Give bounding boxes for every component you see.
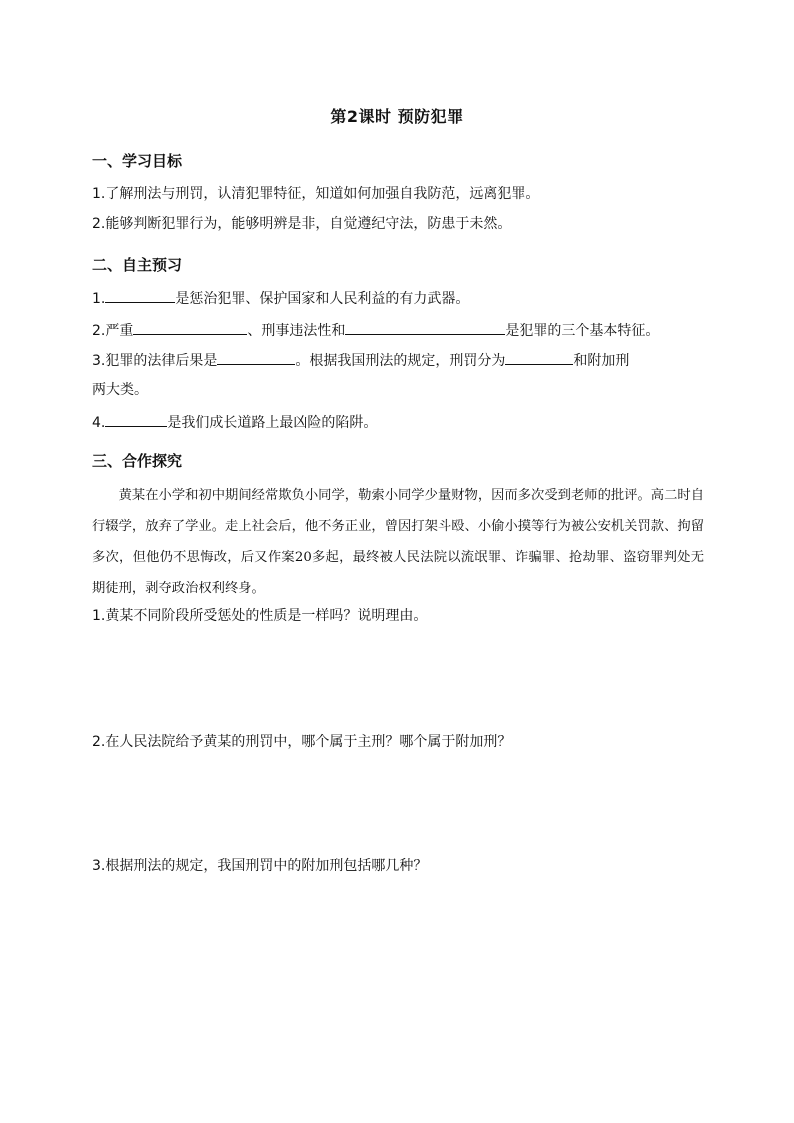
- section-heading-preview: 二、自主预习: [92, 256, 183, 274]
- q2-suffix: 是犯罪的三个基本特征。: [505, 323, 660, 339]
- preview-question-3: [92, 350, 629, 371]
- explore-question-1: 1.黄某不同阶段所受惩处的性质是一样吗？说明理由。: [92, 608, 428, 624]
- q3-middle: 。根据我国刑法的规定，刑罚分为: [295, 353, 506, 369]
- q4-blank[interactable]: [105, 412, 167, 427]
- page-title: 第2课时 预防犯罪: [330, 107, 464, 126]
- section-heading-explore: 三、合作探究: [92, 452, 183, 470]
- objective-item-2: 2.能够判断犯罪行为，能够明辨是非，自觉遵纪守法，防患于未然。: [92, 216, 512, 232]
- preview-question-2: [92, 320, 659, 341]
- q3-prefix: 3.犯罪的法律后果是: [92, 353, 218, 369]
- objective-item-1: 1.了解刑法与刑罚，认清犯罪特征，知道如何加强自我防范，远离犯罪。: [92, 186, 540, 202]
- explore-question-3: 3.根据刑法的规定，我国刑罚中的附加刑包括哪几种？: [92, 858, 428, 874]
- case-passage: 黄某在小学和初中期间经常欺负小同学，勒索小同学少量财物，因而多次受到老师的批评。高二时自行辍学，放弃了学业。走上社会后，他不务正业，曾因打架斗殴、小偷小摸等行为被公安机关罚款、拘留多次，但他仍不思悔改，后又作案20多起，最终被人民法院以流氓罪、诈骗罪、抢劫罪、盗窃罪判处无期徒刑，剥夺政治权利终身。: [92, 488, 704, 596]
- q1-suffix: 是惩治犯罪、保护国家和人民利益的有力武器。: [175, 291, 470, 307]
- preview-question-1: [92, 288, 469, 309]
- q3-blank-2[interactable]: [505, 350, 573, 365]
- q1-blank[interactable]: [105, 288, 175, 303]
- explore-question-2: 2.在人民法院给予黄某的刑罚中，哪个属于主刑？哪个属于附加刑？: [92, 734, 512, 750]
- q4-suffix: 是我们成长道路上最凶险的陷阱。: [167, 415, 378, 431]
- q4-prefix: 4.: [92, 415, 106, 431]
- q3-suffix: 和附加刑: [573, 353, 630, 369]
- q3-blank-1[interactable]: [217, 350, 295, 365]
- q2-middle: 、刑事违法性和: [247, 323, 346, 339]
- q2-blank-2[interactable]: [345, 320, 505, 335]
- preview-question-3-cont: 两大类。: [92, 382, 148, 398]
- q2-blank-1[interactable]: [133, 320, 247, 335]
- q1-prefix: 1.: [92, 291, 106, 307]
- section-heading-objectives: 一、学习目标: [92, 152, 183, 170]
- q2-prefix: 2.严重: [92, 323, 134, 339]
- preview-question-4: [92, 412, 377, 433]
